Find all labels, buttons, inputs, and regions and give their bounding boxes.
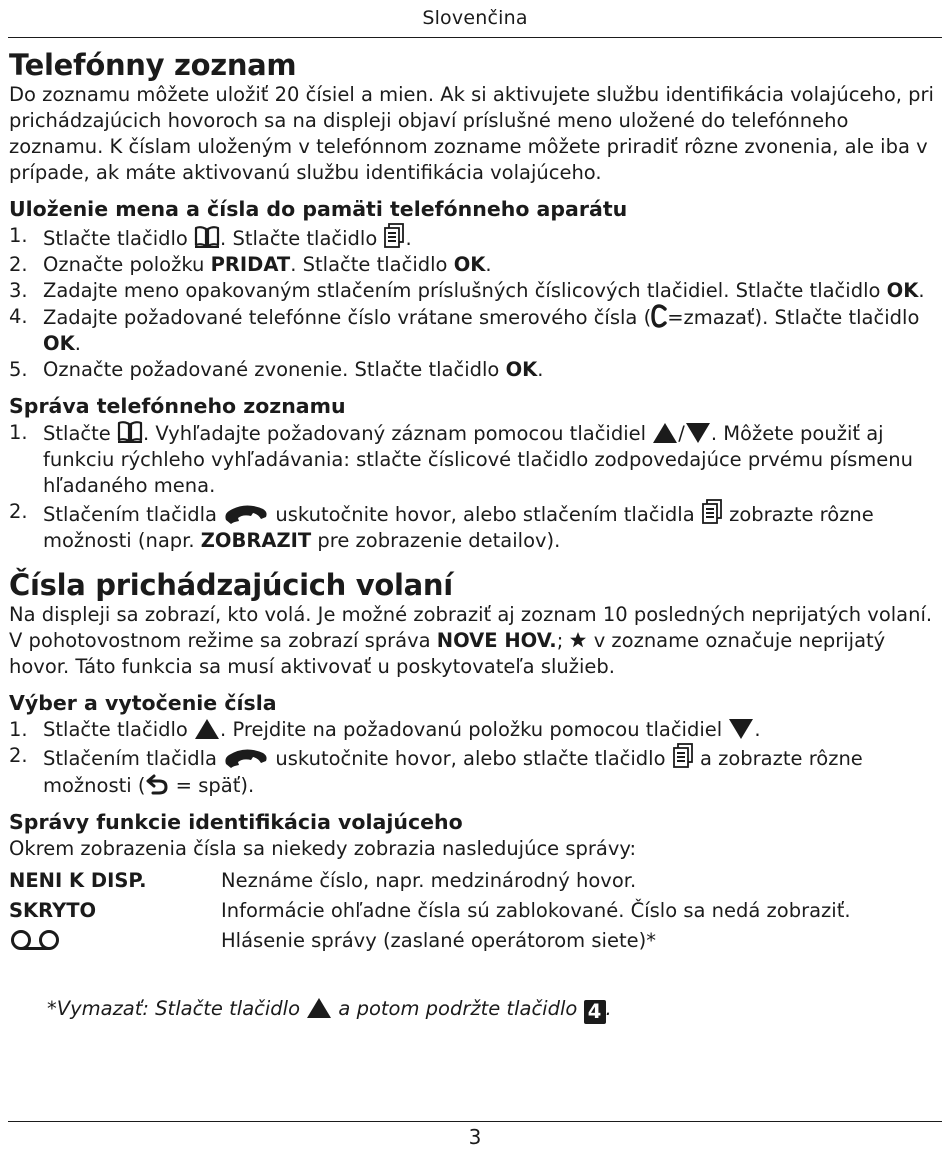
subheading-select-dial: Výber a vytočenie čísla xyxy=(9,691,277,715)
ok-key-label: OK xyxy=(43,332,75,355)
message-key xyxy=(9,928,221,954)
menu-list-icon xyxy=(672,743,694,769)
footnote-clear: *Vymazať: Stlačte tlačidlo a potom podržte tlačidlo 4 . xyxy=(47,997,612,1023)
save-step-3: 3. Zadajte meno opakovaným stlačením príslušných číslicových tlačidiel. Stlačte tlačidlo OK. xyxy=(9,279,925,302)
save-step-1: 1. Stlačte tlačidlo . Stlačte tlačidlo . xyxy=(9,224,412,250)
save-step-4: 4. Zadajte požadované telefónne číslo vrátane smerového čísla ( =zmazať). Stlačte tlačidlo OK. xyxy=(9,305,920,355)
subheading-manage-phonebook: Správa telefónneho zoznamu xyxy=(9,394,346,418)
header-rule xyxy=(8,37,942,38)
triangle-up-icon xyxy=(652,422,678,444)
back-arrow-icon xyxy=(145,772,169,796)
message-key: SKRYTO xyxy=(9,899,97,922)
ok-key-label: OK xyxy=(886,279,919,302)
phonebook-icon xyxy=(117,420,143,444)
message-key: NENI K DISP. xyxy=(9,869,147,892)
triangle-up-icon xyxy=(194,718,220,740)
message-description: Informácie ohľadne čísla sú zablokované. Číslo sa nedá zobraziť. xyxy=(221,899,851,922)
save-steps-list xyxy=(9,223,941,383)
key-4-icon: 4 xyxy=(584,1000,606,1024)
handset-icon xyxy=(223,747,269,769)
display-text-zobrazit: ZOBRAZIT xyxy=(200,529,312,552)
page-header-language: Slovenčina xyxy=(422,7,528,29)
triangle-down-icon xyxy=(685,422,711,444)
star-icon xyxy=(569,631,587,649)
manage-step-2: 2. Stlačením tlačidla uskutočnite hovor, alebo stlačením tlačidla zobrazte rôzne možnosti (napr. ZOBRAZIT pre zobrazenie detailov). xyxy=(9,500,874,552)
footer-rule xyxy=(8,1121,942,1122)
ok-key-label: OK xyxy=(505,358,538,381)
display-text-nove-hov: NOVE HOV. xyxy=(436,629,557,652)
section-title-phonebook: Telefónny zoznam xyxy=(9,48,297,82)
select-steps-list xyxy=(9,717,941,799)
message-description: Hlásenie správy (zaslané operátorom siete)* xyxy=(221,929,656,952)
save-step-2: 2. Označte položku PRIDAT. Stlačte tlačidlo OK. xyxy=(9,253,492,276)
ok-key-label: OK xyxy=(453,253,486,276)
phonebook-intro: Do zoznamu môžete uložiť 20 čísiel a mien. Ak si aktivujete službu identifikácia volajúceho, pri prichádzajúcich hovoroch sa na displeji objaví príslušné meno uložené do telefónneho zoznamu. K číslam uloženým v telefónnom zozname môžete priradiť rôzne zvonenia, ale iba v prípade, ak máte aktivovanú službu identifikácia volajúceho. xyxy=(9,83,934,184)
menu-list-icon xyxy=(383,223,405,249)
handset-icon xyxy=(223,503,269,525)
menu-list-icon xyxy=(701,499,723,525)
message-description: Neznáme číslo, napr. medzinárodný hovor. xyxy=(221,869,637,892)
subheading-save-entry: Uloženie mena a čísla do pamäti telefónneho aparátu xyxy=(9,197,628,221)
manage-steps-list xyxy=(9,420,941,554)
messages-table xyxy=(9,868,941,954)
subheading-caller-id-messages: Správy funkcie identifikácia volajúceho xyxy=(9,810,463,834)
display-text-pridat: PRIDAT xyxy=(210,253,291,276)
page-content xyxy=(9,48,941,1024)
manage-step-1: 1. Stlačte . Vyhľadajte požadovaný záznam pomocou tlačidiel / . Môžete použiť aj funkciu rýchleho vyhľadávania: stlačte číslicové tlačidlo zodpovedajúce prvému písmenu hľadaného mena. xyxy=(9,421,914,497)
page-number: 3 xyxy=(468,1125,482,1149)
save-step-5: 5. Označte požadované zvonenie. Stlačte tlačidlo OK. xyxy=(9,358,544,381)
c-clear-icon xyxy=(651,304,667,328)
select-step-2: 2. Stlačením tlačidla uskutočnite hovor, alebo stlačte tlačidlo a zobrazte rôzne možnosti ( = späť). xyxy=(9,744,863,797)
phonebook-icon xyxy=(194,225,220,249)
select-step-1: 1. Stlačte tlačidlo . Prejdite na požadovanú položku pomocou tlačidiel . xyxy=(9,718,761,741)
triangle-down-icon xyxy=(728,718,754,740)
triangle-up-icon xyxy=(306,997,332,1019)
incoming-intro: Na displeji sa zobrazí, kto volá. Je možné zobraziť aj zoznam 10 posledných neprijatých volaní. V pohotovostnom režime sa zobrazí správa NOVE HOV.; v zozname označuje neprijatý hovor. Táto funkcia sa musí aktivovať u poskytovateľa služieb. xyxy=(9,603,933,678)
section-title-incoming-calls: Čísla prichádzajúcich volaní xyxy=(9,568,453,602)
voicemail-icon xyxy=(9,929,61,951)
messages-intro: Okrem zobrazenia čísla sa niekedy zobrazia nasledujúce správy: xyxy=(9,837,637,860)
